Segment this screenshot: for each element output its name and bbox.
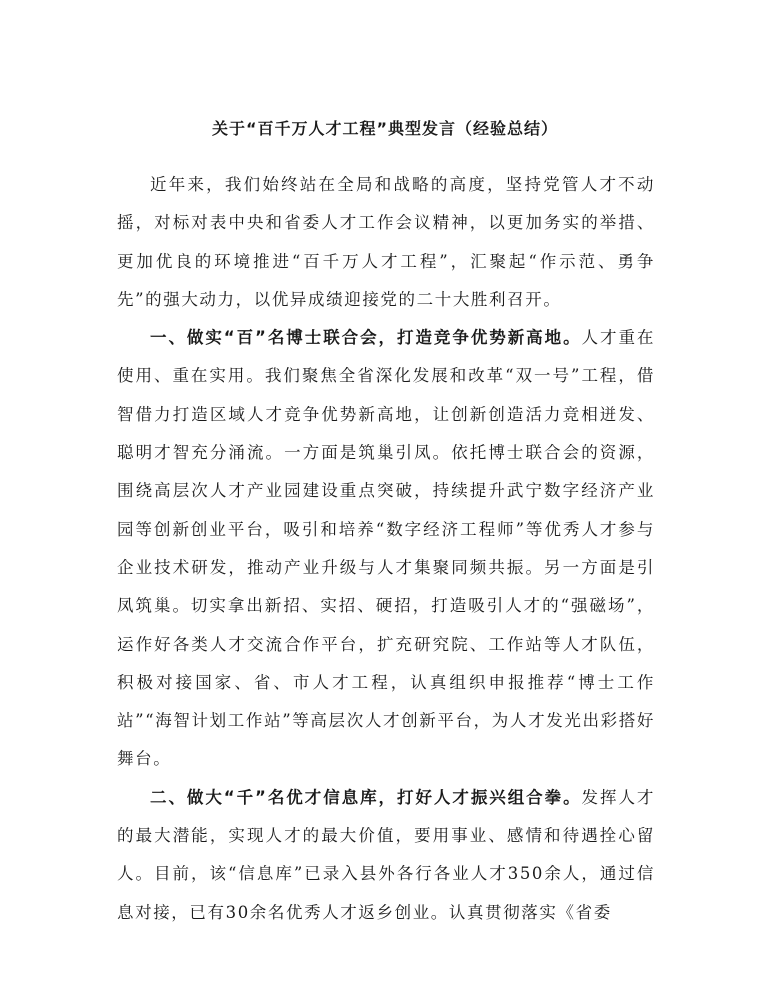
- section-heading-1: 一、做实“百”名博士联合会，打造竞争优势新高地。: [150, 328, 582, 348]
- paragraph-section-1: [117, 319, 655, 779]
- paragraph-section-2: [117, 779, 655, 932]
- document-body: [117, 166, 655, 932]
- paragraph-text: 近年来，我们始终站在全局和战略的高度，坚持党管人才不动摇，对标对表中央和省委人才工作会议精神，以更加务实的举措、更加优良的环境推进“百千万人才工程”，汇聚起“作示范、勇争先”的强大动力，以优异成绩迎接党的二十大胜利召开。: [117, 175, 655, 309]
- paragraph-intro: [117, 166, 655, 319]
- paragraph-text: 人才重在使用、重在实用。我们聚焦全省深化发展和改革“双一号”工程，借智借力打造区域人才竞争优势新高地，让创新创造活力竞相迸发、聪明才智充分涌流。一方面是筑巢引凤。依托博士联合会的资源，围绕高层次人才产业园建设重点突破，持续提升武宁数字经济产业园等创新创业平台，吸引和培养“数字经济工程师”等优秀人才参与企业技术研发，推动产业升级与人才集聚同频共振。另一方面是引凤筑巢。切实拿出新招、实招、硬招，打造吸引人才的“强磁场”，运作好各类人才交流合作平台，扩充研究院、工作站等人才队伍，积极对接国家、省、市人才工程，认真组织申报推荐“博士工作站”“海智计划工作站”等高层次人才创新平台，为人才发光出彩搭好舞台。: [117, 328, 656, 769]
- paragraph-text: 发挥人才的最大潜能，实现人才的最大价值，要用事业、感情和待遇拴心留人。目前，该“信息库”已录入县外各行各业人才350余人，通过信息对接，已有30余名优秀人才返乡创业。认真贯彻落实《省委: [117, 787, 656, 922]
- document-title: 关于“百千万人才工程”典型发言（经验总结）: [211, 119, 559, 138]
- section-heading-2: 二、做大“千”名优才信息库，打好人才振兴组合拳。: [150, 787, 582, 807]
